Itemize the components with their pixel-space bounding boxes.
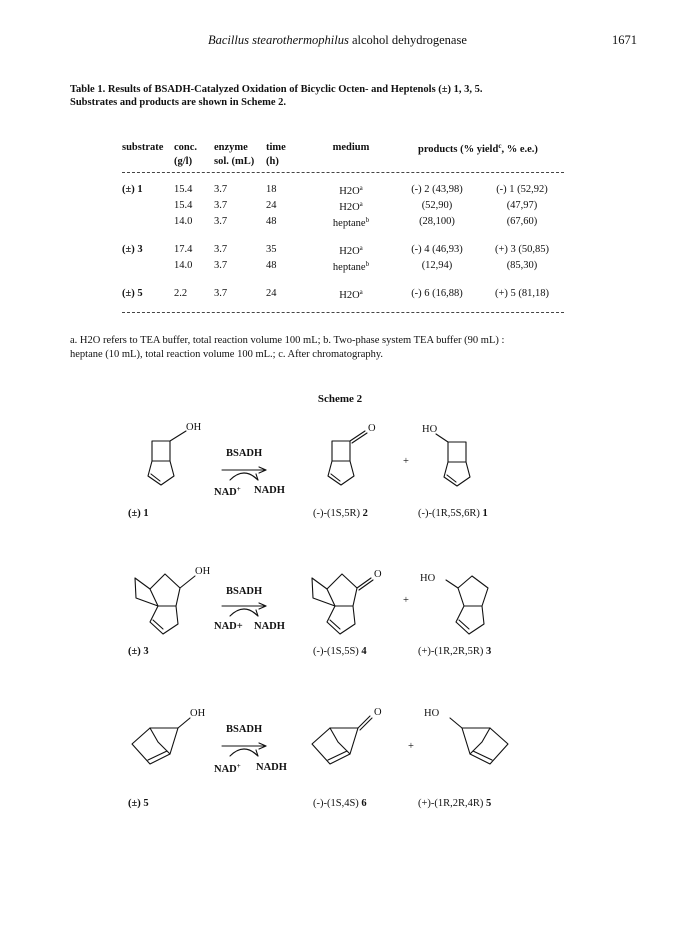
col-header-time: time <box>266 142 286 153</box>
cell-enzyme: 3.7 <box>214 216 228 227</box>
structure-substrate-1 <box>148 431 186 485</box>
col-header-substrate: substrate <box>122 142 164 153</box>
cofactor-ox-label: NAD+ <box>214 762 241 775</box>
recovered-label: (-)-(1R,5S,6R) 1 <box>418 508 488 519</box>
cofactor-ox-label: NAD+ <box>214 621 243 632</box>
enzyme-label: BSADH <box>226 448 263 459</box>
scheme-title: Scheme 2 <box>317 393 363 405</box>
cell-substrate: (±) 3 <box>122 244 143 255</box>
col-header-enzyme-unit: sol. (mL) <box>214 156 255 167</box>
cell-medium: $H2O^a$ <box>339 288 363 301</box>
cell-time: 24 <box>266 200 277 211</box>
cell-enzyme: 3.7 <box>214 260 228 271</box>
cell-product-1: (12,94) <box>421 260 453 271</box>
structure-ketone-4 <box>312 574 373 634</box>
recovered-label: (+)-(1R,2R,4R) 5 <box>418 798 492 809</box>
cell-medium: $H2O^a$ <box>339 244 363 257</box>
cofactor-ox-label: NAD+ <box>214 485 241 498</box>
cell-product-2: (+) 3 (50,85) <box>494 244 550 255</box>
cell-product-2: (67,60) <box>506 216 538 227</box>
structure-recovered-3 <box>446 576 488 634</box>
running-title: Bacillus stearothermophilus alcohol dehydrogenase <box>208 33 467 47</box>
substrate-label: (±) 3 <box>128 646 149 657</box>
cell-conc: 14.0 <box>174 216 193 227</box>
carbonyl-label: O <box>374 569 382 580</box>
product-label: (-)-(1S,5R) 2 <box>313 508 368 519</box>
caption-line: Substrates and products are shown in Scheme 2. <box>70 97 287 108</box>
recovered-label: (+)-(1R,2R,5R) 3 <box>418 646 492 657</box>
structure-ketone-6 <box>312 716 372 764</box>
product-label: (-)-(1S,4S) 6 <box>313 798 367 809</box>
carbonyl-label: O <box>368 423 376 434</box>
cell-product-1: (28,100) <box>419 216 455 227</box>
col-header-medium: medium <box>332 142 370 153</box>
carbonyl-label: O <box>374 707 382 718</box>
cofactor-red-label: NADH <box>256 762 287 773</box>
cell-product-1: (-) 2 (43,98) <box>411 184 463 195</box>
col-header-products: products (% yield$^c$, % e.e.) <box>418 142 538 155</box>
col-header-time-unit: (h) <box>266 156 279 167</box>
cell-product-1: (-) 6 (16,88) <box>411 288 463 299</box>
cell-substrate: (±) 1 <box>122 184 143 195</box>
structure-recovered-5 <box>450 718 508 764</box>
page-number: 1671 <box>612 33 637 47</box>
cell-medium: $H2O^a$ <box>339 200 363 213</box>
cofactor-red-label: NADH <box>254 485 285 496</box>
cell-enzyme: 3.7 <box>214 184 228 195</box>
cell-conc: 15.4 <box>174 200 193 211</box>
cell-enzyme: 3.7 <box>214 288 228 299</box>
plus-sign: + <box>403 456 409 467</box>
cell-conc: 17.4 <box>174 244 193 255</box>
cell-product-2: (85,30) <box>506 260 538 271</box>
cell-time: 24 <box>266 288 277 299</box>
hydroxyl-label: HO <box>424 708 440 719</box>
substrate-label: (±) 1 <box>128 508 149 519</box>
cell-product-2: (-) 1 (52,92) <box>496 184 548 195</box>
col-header-conc-unit: (g/l) <box>174 156 193 167</box>
cofactor-red-label: NADH <box>254 621 285 632</box>
cell-medium: heptane$^b$ <box>332 216 370 229</box>
structure-substrate-3 <box>135 574 195 634</box>
cell-substrate: (±) 5 <box>122 288 143 299</box>
col-header-enzyme: enzyme <box>214 142 248 153</box>
hydroxyl-label: HO <box>422 424 438 435</box>
cell-time: 48 <box>266 216 277 227</box>
cell-enzyme: 3.7 <box>214 200 228 211</box>
caption-line: Table 1. Results of BSADH-Catalyzed Oxidation of Bicyclic Octen- and Heptenols (±) 1, 3, 5. <box>70 84 483 95</box>
structure-recovered-1 <box>436 434 470 486</box>
cell-time: 48 <box>266 260 277 271</box>
plus-sign: + <box>408 741 414 752</box>
cell-product-1: (52,90) <box>421 200 453 211</box>
reaction-arrow <box>222 603 266 616</box>
enzyme-label: BSADH <box>226 586 263 597</box>
substrate-label: (±) 5 <box>128 798 149 809</box>
reaction-arrow <box>222 467 266 480</box>
product-label: (-)-(1S,5S) 4 <box>313 646 367 657</box>
cell-medium: heptane$^b$ <box>332 260 370 273</box>
hydroxyl-label: HO <box>420 573 436 584</box>
cell-product-1: (-) 4 (46,93) <box>411 244 463 255</box>
cell-conc: 2.2 <box>174 288 188 299</box>
cell-conc: 15.4 <box>174 184 193 195</box>
cell-enzyme: 3.7 <box>214 244 228 255</box>
cell-conc: 14.0 <box>174 260 193 271</box>
structure-ketone-2 <box>328 431 367 485</box>
cell-time: 18 <box>266 184 277 195</box>
cell-medium: $H2O^a$ <box>339 184 363 197</box>
reaction-arrow <box>222 743 266 756</box>
structure-substrate-5 <box>132 718 190 764</box>
cell-product-2: (+) 5 (81,18) <box>494 288 550 299</box>
hydroxyl-label: OH <box>195 566 211 577</box>
hydroxyl-label: OH <box>190 708 206 719</box>
footnote-line: a. H2O refers to TEA buffer, total reaction volume 100 mL; b. Two-phase system TEA buffer (90 mL) : <box>70 335 505 346</box>
hydroxyl-label: OH <box>186 422 202 433</box>
enzyme-label: BSADH <box>226 724 263 735</box>
footnote-line: heptane (10 mL), total reaction volume 100 mL.; c. After chromatography. <box>70 349 384 360</box>
cell-time: 35 <box>266 244 277 255</box>
col-header-conc: conc. <box>174 142 198 153</box>
plus-sign: + <box>403 595 409 606</box>
cell-product-2: (47,97) <box>506 200 538 211</box>
